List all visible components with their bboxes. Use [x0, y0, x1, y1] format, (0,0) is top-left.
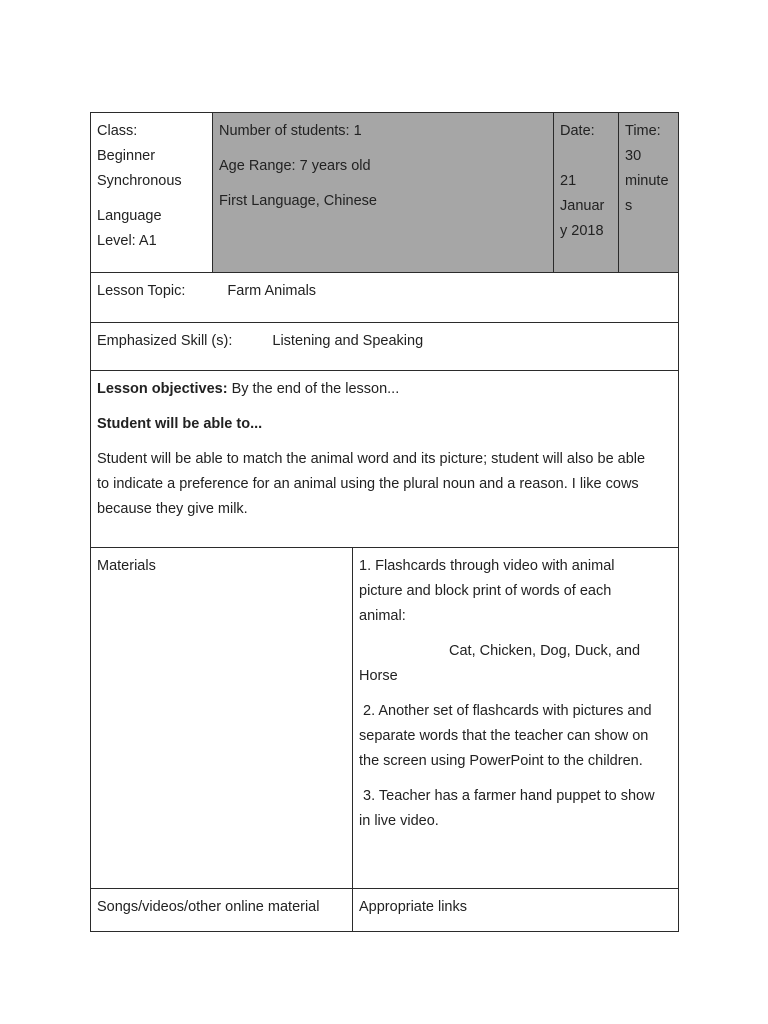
- objectives-line-1: Student will be able to match the animal word and its picture; student will also be able: [97, 451, 646, 467]
- materials-label: Materials: [97, 558, 156, 574]
- language-level: Level: A1: [97, 233, 157, 249]
- objectives-line-2: to indicate a preference for an animal using the plural noun and a reason. I like cows: [97, 476, 639, 492]
- objectives-line-3: because they give milk.: [97, 501, 248, 517]
- date-day: 21: [560, 173, 577, 189]
- date-year: y 2018: [560, 223, 604, 239]
- class-mode: Synchronous: [97, 173, 182, 189]
- students-cell: [213, 113, 554, 272]
- songs-label-cell: [91, 889, 353, 931]
- class-cell: [91, 113, 213, 272]
- time-unit-2: s: [625, 198, 633, 214]
- time-unit-1: minute: [625, 173, 669, 189]
- lesson-plan-table: [90, 112, 679, 932]
- class-level: Beginner: [97, 148, 156, 164]
- material-2-line-3: the screen using PowerPoint to the children.: [359, 753, 643, 769]
- date-label: Date:: [560, 123, 595, 139]
- material-3-line-2: in live video.: [359, 813, 439, 829]
- date-cell: [554, 113, 619, 272]
- songs-value: Appropriate links: [359, 899, 467, 915]
- objectives-able: Student will be able to...: [97, 416, 263, 432]
- lesson-topic-row: [91, 273, 678, 323]
- header-row: [91, 113, 678, 273]
- material-3-line-1: 3. Teacher has a farmer hand puppet to show: [359, 788, 655, 804]
- material-2-line-1: 2. Another set of flashcards with pictures and: [359, 703, 652, 719]
- material-1-line-3: animal:: [359, 608, 406, 624]
- emphasized-skill-row: [91, 323, 678, 371]
- animals-line: Cat, Chicken, Dog, Duck, and: [449, 643, 641, 659]
- songs-value-cell: [353, 889, 678, 931]
- age-range: Age Range: 7 years old: [219, 158, 371, 174]
- time-value: 30: [625, 148, 642, 164]
- materials-row: [91, 548, 678, 889]
- material-1-line-1: 1. Flashcards through video with animal: [359, 558, 615, 574]
- lesson-topic-value: Farm Animals: [227, 283, 317, 299]
- objectives-label: Lesson objectives:: [97, 381, 228, 397]
- time-label: Time:: [625, 123, 661, 139]
- time-cell: [619, 113, 678, 272]
- material-2-line-2: separate words that the teacher can show on: [359, 728, 649, 744]
- songs-row: [91, 889, 678, 931]
- animals-wrap: Horse: [359, 668, 398, 684]
- material-1-line-2: picture and block print of words of each: [359, 583, 612, 599]
- skill-label: Emphasized Skill (s):: [97, 333, 233, 349]
- language-label: Language: [97, 208, 162, 224]
- songs-label: Songs/videos/other online material: [97, 899, 320, 915]
- materials-label-cell: [91, 548, 353, 888]
- class-label: Class:: [97, 123, 138, 139]
- date-month: Januar: [560, 198, 605, 214]
- lesson-topic-label: Lesson Topic:: [97, 283, 186, 299]
- skill-value: Listening and Speaking: [272, 333, 424, 349]
- first-language: First Language, Chinese: [219, 193, 377, 209]
- objectives-intro: By the end of the lesson...: [227, 381, 400, 397]
- materials-list-cell: [353, 548, 678, 888]
- objectives-row: [91, 371, 678, 548]
- students-count: Number of students: 1: [219, 123, 362, 139]
